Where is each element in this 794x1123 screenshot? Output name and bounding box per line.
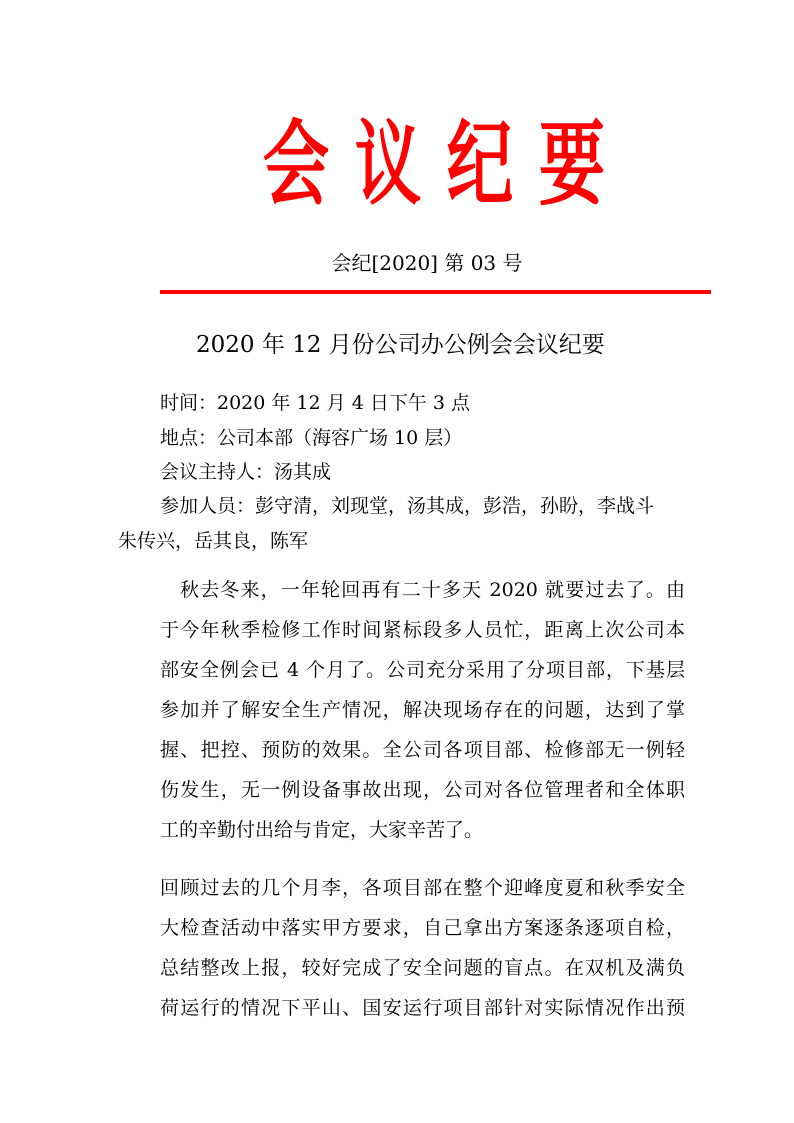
paragraph-line: 参加并了解安全生产情况，解决现场存在的问题，达到了掌 — [160, 699, 685, 721]
meeting-time: 时间：2020 年 12 月 4 日下午 3 点 — [160, 392, 470, 414]
meeting-attendees: 参加人员：彭守清，刘现堂，汤其成，彭浩，孙盼，李战斗 — [160, 495, 655, 517]
paragraph-line: 于今年秋季检修工作时间紧标段多人员忙，距离上次公司本 — [160, 619, 685, 641]
paragraph-line: 秋去冬来，一年轮回再有二十多天 2020 就要过去了。由 — [180, 579, 685, 601]
paragraph-line: 部安全例会已 4 个月了。公司充分采用了分项目部，下基层 — [160, 659, 685, 681]
header-title-char: 要 — [538, 111, 606, 218]
meeting-place: 地点：公司本部（海容广场 10 层） — [160, 427, 463, 449]
meeting-attendees-continued: 朱传兴，岳其良，陈军 — [118, 530, 309, 552]
paragraph-line: 伤发生，无一例设备事故出现，公司对各位管理者和全体职 — [160, 779, 685, 801]
header-title-char: 会 — [262, 111, 330, 218]
paragraph-line: 回顾过去的几个月李，各项目部在整个迎峰度夏和秋季安全 — [160, 877, 685, 899]
header-title-char: 议 — [354, 111, 422, 218]
paragraph-summary — [160, 570, 685, 850]
document-header-title — [250, 100, 606, 230]
paragraph-line: 握、把控、预防的效果。全公司各项目部、检修部无一例轻 — [160, 739, 685, 761]
document-number: 会纪[2020] 第 03 号 — [331, 251, 523, 275]
paragraph-line: 荷运行的情况下平山、国安运行项目部针对实际情况作出预 — [160, 997, 685, 1019]
paragraph-line: 工的辛勤付出给与肯定，大家辛苦了。 — [160, 819, 484, 841]
meeting-host: 会议主持人：汤其成 — [160, 461, 332, 483]
header-title-char: 纪 — [446, 111, 514, 218]
paragraph-line: 大检查活动中落实甲方要求，自己拿出方案逐条逐项自检， — [160, 917, 685, 939]
paragraph-line: 总结整改上报，较好完成了安全问题的盲点。在双机及满负 — [160, 957, 685, 979]
meeting-subject: 2020 年 12 月份公司办公例会会议纪要 — [196, 332, 605, 358]
paragraph-review — [160, 868, 685, 1028]
header-divider — [160, 290, 711, 294]
